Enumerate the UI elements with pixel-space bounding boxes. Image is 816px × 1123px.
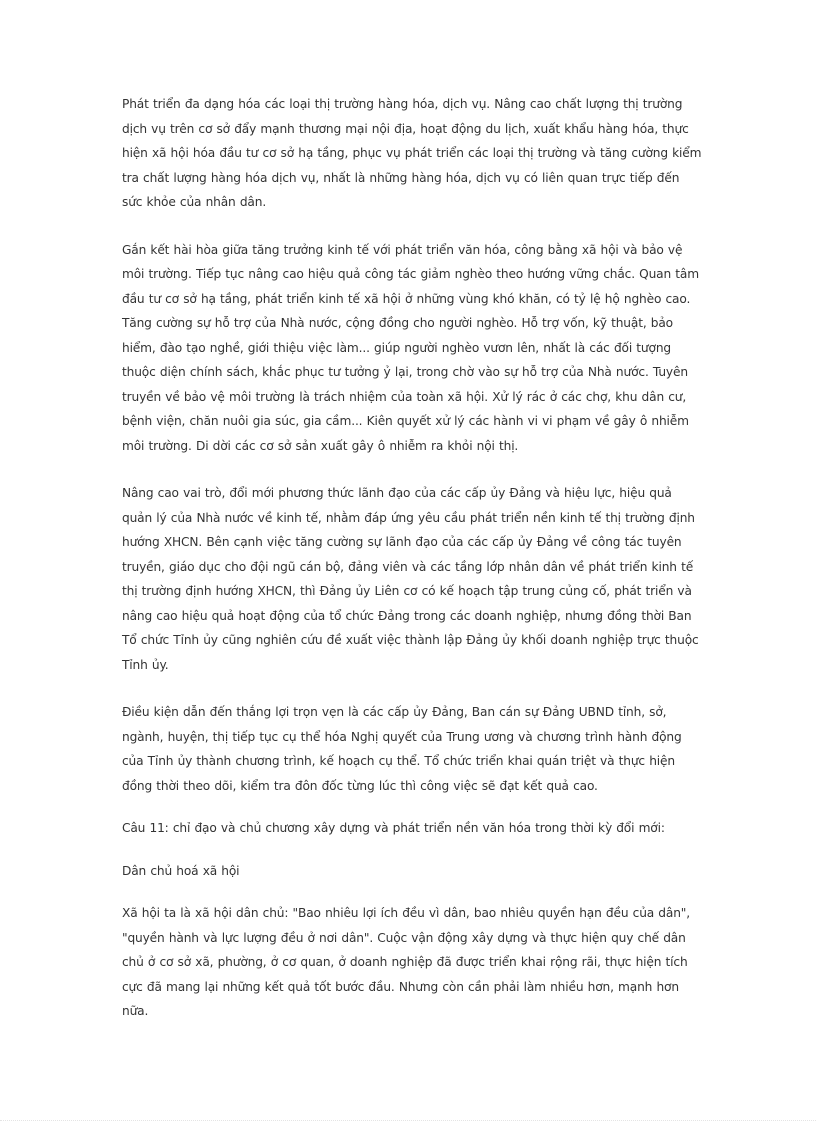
paragraph-growth-and-environment: Gắn kết hài hòa giữa tăng trưởng kinh tế với phát triển văn hóa, công bằng xã hội và bảo vệ môi trường. Tiếp tục nâng cao hiệu quả công tác giảm nghèo theo hướng vững chắc. Quan tâm đầu tư cơ sở hạ tầng, phát triển kinh tế xã hội ở những vùng khó khăn, có tỷ lệ hộ nghèo cao. Tăng cường sự hỗ trợ của Nhà nước, cộng đồng cho người nghèo. Hỗ trợ vốn, kỹ thuật, bảo hiểm, đào tạo nghề, giới thiệu việc làm... giúp người nghèo vươn lên, nhất là các đối tượng thuộc diện chính sách, khắc phục tư tưởng ỷ lại, trong chờ vào sự hỗ trợ của Nhà nước. Tuyên truyền về bảo vệ môi trường là trách nhiệm của toàn xã hội. Xử lý rác ở các chợ, khu dân cư, bệnh viện, chăn nuôi gia súc, gia cầm... Kiên quyết xử lý các hành vi vi phạm về gây ô nhiễm môi trường. Di dời các cơ sở sản xuất gây ô nhiễm ra khỏi nội thị. [122, 242, 699, 453]
question-heading: Câu 11: chỉ đạo và chủ chương xây dựng và phát triển nền văn hóa trong thời kỳ đổi mới: [122, 821, 665, 835]
paragraph-democracy: Xã hội ta là xã hội dân chủ: "Bao nhiêu lợi ích đều vì dân, bao nhiêu quyền hạn đều của dân", "quyền hành và lực lượng đều ở nơi dân". Cuộc vận động xây dựng và thực hiện quy chế dân chủ ở cơ sở xã, phường, ở cơ quan, ở doanh nghiệp đã được triển khai rộng rãi, thực hiện tích cực đã mang lại những kết quả tốt bước đầu. Nhưng còn cần phải làm nhiều hơn, mạnh hơn nữa. [122, 906, 690, 1018]
page-bottom-divider [0, 1120, 816, 1121]
paragraph-market-development: Phát triển đa dạng hóa các loại thị trường hàng hóa, dịch vụ. Nâng cao chất lượng thị trường dịch vụ trên cơ sở đẩy mạnh thương mại nội địa, hoạt động du lịch, xuất khẩu hàng hóa, thực hiện xã hội hóa đầu tư cơ sở hạ tầng, phục vụ phát triển các loại thị trường và tăng cường kiểm tra chất lượng hàng hóa dịch vụ, nhất là những hàng hóa, dịch vụ có liên quan trực tiếp đến sức khỏe của nhân dân. [122, 97, 702, 209]
paragraph-party-leadership: Nâng cao vai trò, đổi mới phương thức lãnh đạo của các cấp ủy Đảng và hiệu lực, hiệu quả quản lý của Nhà nước về kinh tế, nhằm đáp ứng yêu cầu phát triển nền kinh tế thị trường định hướng XHCN. Bên cạnh việc tăng cường sự lãnh đạo của các cấp ủy Đảng về công tác tuyên truyền, giáo dục cho đội ngũ cán bộ, đảng viên và các tầng lớp nhân dân về phát triển kinh tế thị trường định hướng XHCN, thì Đảng ủy Liên cơ có kế hoạch tập trung củng cố, phát triển và nâng cao hiệu quả hoạt động của tổ chức Đảng trong các doanh nghiệp, nhưng đồng thời Ban Tổ chức Tỉnh ủy cũng nghiên cứu đề xuất việc thành lập Đảng ủy khối doanh nghiệp trực thuộc Tỉnh ủy. [122, 486, 699, 672]
paragraph-conditions-for-success: Điều kiện dẫn đến thắng lợi trọn vẹn là các cấp ủy Đảng, Ban cán sự Đảng UBND tỉnh, sở, ngành, huyện, thị tiếp tục cụ thể hóa Nghị quyết của Trung ương và chương trình hành động của Tỉnh ủy thành chương trình, kế hoạch cụ thể. Tổ chức triển khai quán triệt và thực hiện đồng thời theo dõi, kiểm tra đôn đốc từng lúc thì công việc sẽ đạt kết quả cao. [122, 705, 682, 793]
document-body [122, 92, 702, 1047]
section-heading: Dân chủ hoá xã hội [122, 863, 240, 878]
